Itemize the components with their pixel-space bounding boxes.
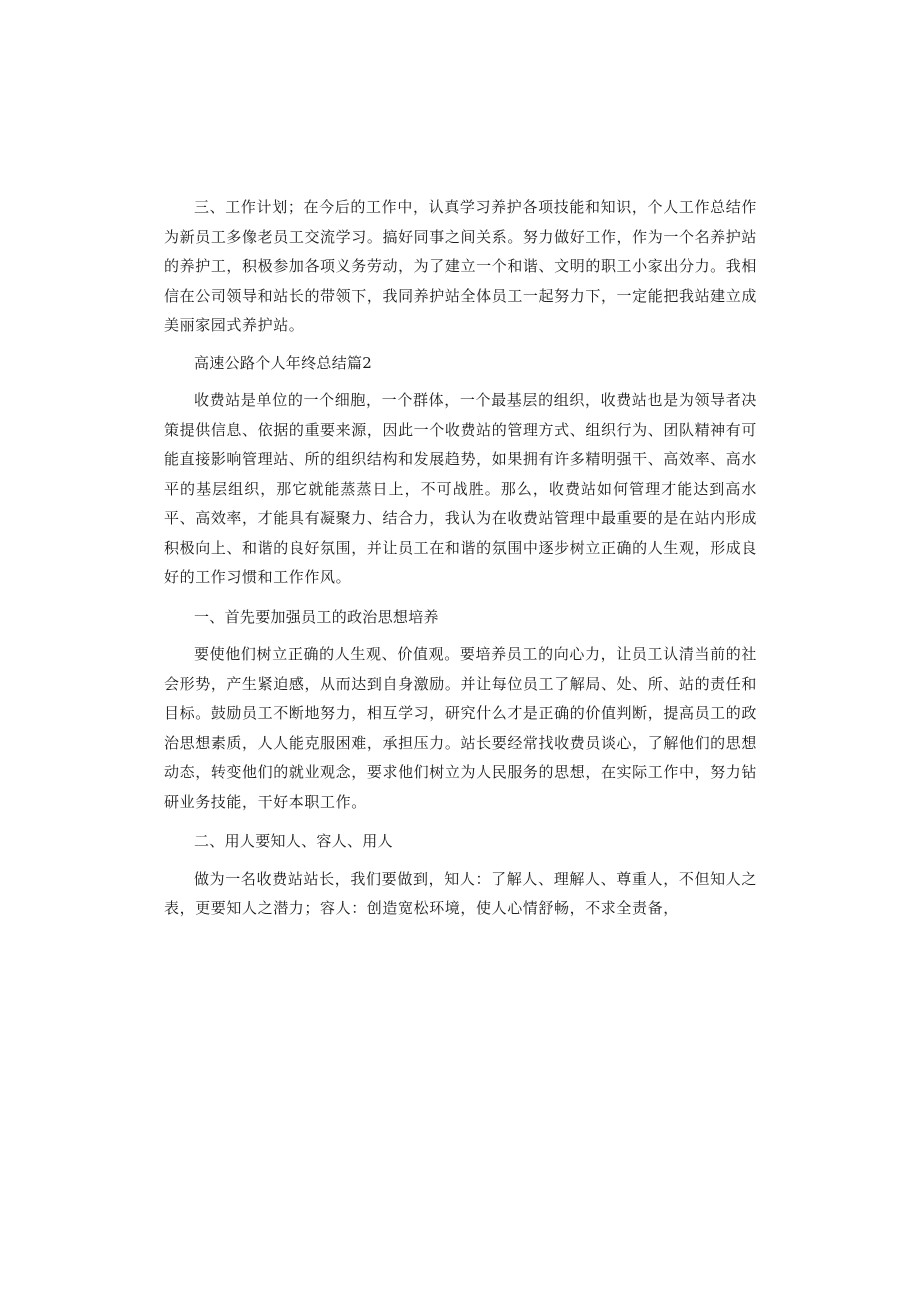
heading-political-training: 一、首先要加强员工的政治思想培养 bbox=[194, 607, 439, 626]
paragraph-employing-people: 做为一名收费站站长，我们要做到，知人：了解人、理解人、尊重人，不但知人之表，更要知人之潜力；容人：创造宽松环境，使人心情舒畅，不求全责备， bbox=[164, 869, 757, 917]
paragraph-toll-station-intro: 收费站是单位的一个细胞，一个群体，一个最基层的组织，收费站也是为领导者决策提供信息、依据的重要来源，因此一个收费站的管理方式、组织行为、团队精神有可能直接影响管理站、所的组织结构和发展趋势，如果拥有许多精明强干、高效率、高水平的基层组织，那它就能蒸蒸日上，不可战胜。那么，收费站如何管理才能达到高水平、高效率，才能具有凝聚力、结合力，我认为在收费站管理中最重要的是在站内形成积极向上、和谐的良好氛围，并让员工在和谐的氛围中逐步树立正确的人生观，形成良好的工作习惯和工作作风。 bbox=[164, 391, 757, 586]
paragraph-work-plan: 三、工作计划；在今后的工作中，认真学习养护各项技能和知识，个人工作总结作为新员工多像老员工交流学习。搞好同事之间关系。努力做好工作，作为一个名养护站的养护工，积极参加各项义务劳动，为了建立一个和谐、文明的职工小家出分力。我相信在公司领导和站长的带领下，我同养护站全体员工一起努力下，一定能把我站建立成美丽家园式养护站。 bbox=[164, 198, 757, 334]
heading-employing-people: 二、用人要知人、容人、用人 bbox=[194, 832, 393, 850]
paragraph-political-training: 要使他们树立正确的人生观、价值观。要培养员工的向心力，让员工认清当前的社会形势，产生紧迫感，从而达到自身激励。并让每位员工了解局、处、所、站的责任和目标。鼓励员工不断地努力，相互学习，研究什么才是正确的价值判断，提高员工的政治思想素质，人人能克服困难，承担压力。站长要经常找收费员谈心，了解他们的思想动态，转变他们的就业观念，要求他们树立为人民服务的思想，在实际工作中，努力钻研业务技能，干好本职工作。 bbox=[164, 645, 757, 811]
section-title-summary-2: 高速公路个人年终总结篇2 bbox=[194, 353, 373, 372]
document-body bbox=[164, 193, 757, 924]
